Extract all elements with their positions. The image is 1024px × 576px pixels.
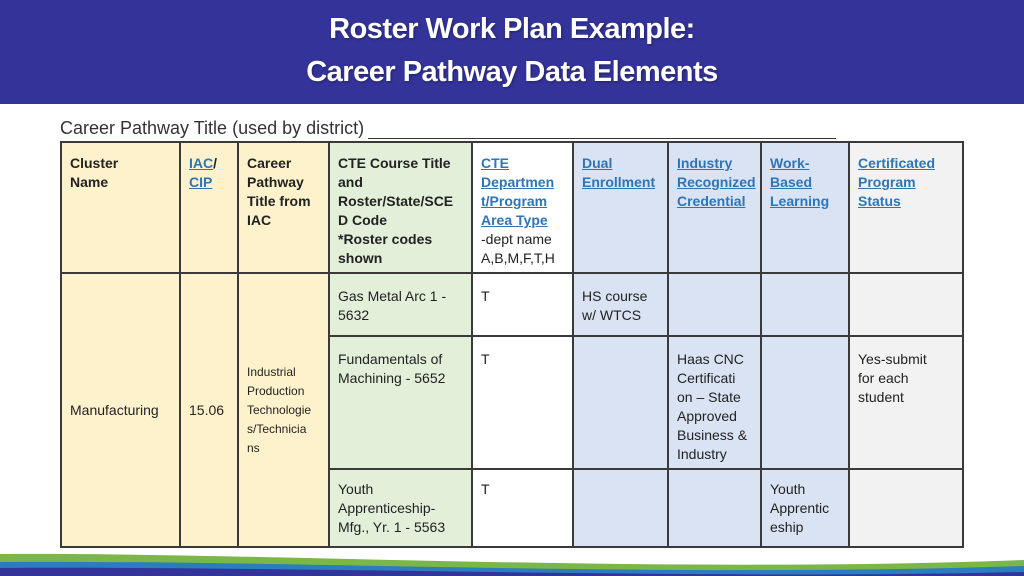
course-cell: Youth Apprenticeship- Mfg., Yr. 1 - 5563 [329,469,472,547]
industry-credential-link[interactable]: Industry Recognized Credential [677,155,756,209]
header-iac-cip [180,142,238,273]
industry-credential-cell [668,469,761,547]
dept-name-note: -dept name A,B,M,F,T,H [481,231,555,266]
course-cell: Fundamentals of Machining - 5652 [329,336,472,469]
header-industry-credential [668,142,761,273]
dual-enrollment-cell [573,336,668,469]
cip-link[interactable]: CIP [189,174,213,190]
work-based-learning-cell: Youth Apprentic eship [761,469,849,547]
pathway-title-cell: Industrial Production Technologie s/Technicia ns [238,273,329,547]
course-cell: Gas Metal Arc 1 - 5632 [329,273,472,336]
career-pathway-title-label [60,118,836,139]
fill-in-line [368,122,836,139]
slide-title-line2: Career Pathway Data Elements [306,56,718,88]
work-based-learning-cell [761,336,849,469]
industry-credential-cell [668,273,761,336]
career-pathway-title-text: Career Pathway Title (used by district) [60,118,365,138]
dual-enrollment-cell [573,469,668,547]
dept-cell: T [472,273,573,336]
industry-credential-cell: Haas CNC Certificati on – State Approved Business & Industry [668,336,761,469]
header-course-title: CTE Course Title and Roster/State/SCE D Code *Roster codes shown [329,142,472,273]
cte-department-link[interactable]: CTE Departmen t/Program Area Type [481,155,555,228]
certificated-status-cell [849,273,963,336]
certificated-status-cell: Yes-submit for each student [849,336,963,469]
header-dual-enrollment [573,142,668,273]
work-based-learning-link[interactable]: Work- Based Learning [770,155,830,209]
table-row [61,273,963,336]
header-row [61,142,963,273]
dept-cell: T [472,336,573,469]
footer-swoosh [0,548,1024,576]
header-work-based-learning [761,142,849,273]
cip-code-cell: 15.06 [180,273,238,547]
slide-title-line1: Roster Work Plan Example: [329,13,695,45]
header-cte-department [472,142,573,273]
dual-enrollment-cell: HS course w/ WTCS [573,273,668,336]
work-based-learning-cell [761,273,849,336]
iac-separator: / [213,155,218,171]
cluster-name-cell: Manufacturing [61,273,180,547]
certificated-status-link[interactable]: Certificated Program Status [858,155,936,209]
dual-enrollment-link[interactable]: Dual Enrollment [582,155,656,190]
roster-table [60,141,964,548]
iac-link[interactable]: IAC [189,155,214,171]
dept-cell: T [472,469,573,547]
header-pathway-title: Career Pathway Title from IAC [238,142,329,273]
header-certificated-status [849,142,963,273]
header-cluster-name: Cluster Name [61,142,180,273]
certificated-status-cell [849,469,963,547]
